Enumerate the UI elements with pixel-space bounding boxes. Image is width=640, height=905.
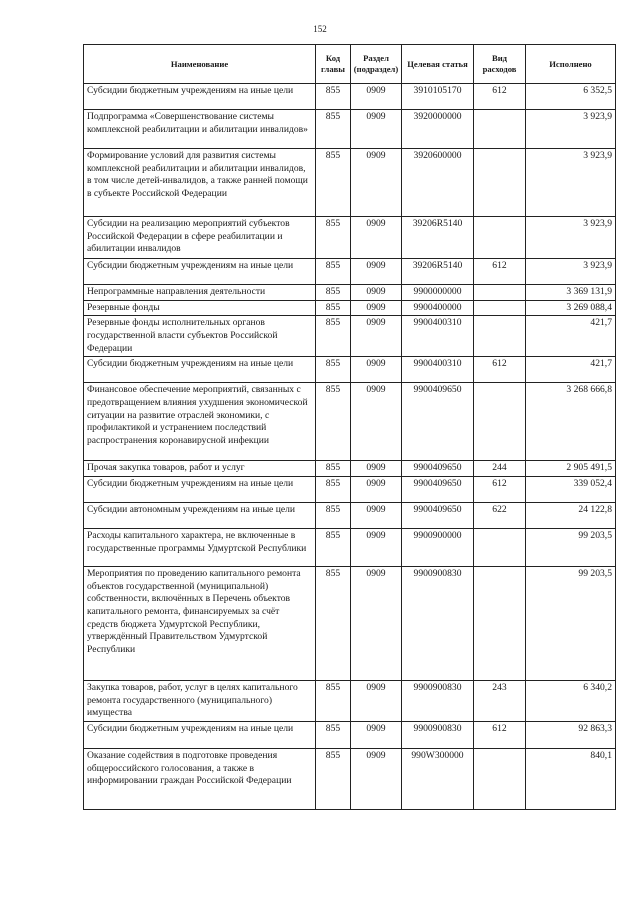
cell-type [474, 300, 526, 316]
cell-type [474, 566, 526, 680]
cell-target: 9900400000 [402, 300, 474, 316]
cell-name: Расходы капитального характера, не включенные в государственные программы Удмуртской Республики [84, 528, 316, 566]
cell-amount: 3 923,9 [526, 110, 616, 149]
table-row [84, 528, 616, 566]
cell-type [474, 217, 526, 259]
budget-table [83, 44, 616, 810]
cell-amount: 6 340,2 [526, 680, 616, 721]
cell-section: 0909 [351, 316, 402, 357]
cell-name: Субсидии автономным учреждениям на иные цели [84, 502, 316, 528]
page-number: 152 [313, 24, 327, 34]
header-amount: Исполнено [526, 45, 616, 84]
cell-type [474, 316, 526, 357]
cell-amount: 3 369 131,9 [526, 285, 616, 301]
cell-target: 9900409650 [402, 502, 474, 528]
cell-code: 855 [316, 316, 351, 357]
cell-amount: 3 923,9 [526, 149, 616, 217]
cell-section: 0909 [351, 748, 402, 809]
cell-amount: 99 203,5 [526, 528, 616, 566]
cell-type [474, 149, 526, 217]
header-code: Код главы [316, 45, 351, 84]
cell-name: Резервные фонды исполнительных органов государственной власти субъектов Российской Федерации [84, 316, 316, 357]
cell-section: 0909 [351, 259, 402, 285]
header-section: Раздел (подраздел) [351, 45, 402, 84]
cell-target: 9900400310 [402, 316, 474, 357]
cell-code: 855 [316, 721, 351, 748]
cell-section: 0909 [351, 502, 402, 528]
table-row [84, 316, 616, 357]
cell-amount: 421,7 [526, 316, 616, 357]
cell-section: 0909 [351, 84, 402, 110]
cell-code: 855 [316, 461, 351, 477]
cell-type [474, 383, 526, 461]
cell-name: Подпрограмма «Совершенствование системы комплексной реабилитации и абилитации инвалидов» [84, 110, 316, 149]
cell-amount: 6 352,5 [526, 84, 616, 110]
cell-name: Прочая закупка товаров, работ и услуг [84, 461, 316, 477]
cell-target: 3920600000 [402, 149, 474, 217]
cell-amount: 3 269 088,4 [526, 300, 616, 316]
cell-type [474, 528, 526, 566]
cell-target: 9900900000 [402, 528, 474, 566]
table-row [84, 680, 616, 721]
table-row [84, 357, 616, 383]
cell-target: 39206R5140 [402, 217, 474, 259]
cell-name: Субсидии бюджетным учреждениям на иные цели [84, 84, 316, 110]
cell-name: Закупка товаров, работ, услуг в целях капитального ремонта государственного (муниципального) имущества [84, 680, 316, 721]
cell-name: Финансовое обеспечение мероприятий, связанных с предотвращением влияния ухудшения экономической ситуации на развитие отраслей экономики, с профилактикой и устранением последствий распространения коронавирусной инфекции [84, 383, 316, 461]
cell-section: 0909 [351, 721, 402, 748]
cell-amount: 24 122,8 [526, 502, 616, 528]
cell-name: Формирование условий для развития системы комплексной реабилитации и абилитации инвалидов, в том числе детей-инвалидов, а также ранней помощи в субъекте Российской Федерации [84, 149, 316, 217]
table-row [84, 110, 616, 149]
cell-type: 612 [474, 721, 526, 748]
cell-code: 855 [316, 383, 351, 461]
cell-code: 855 [316, 217, 351, 259]
table-row [84, 476, 616, 502]
cell-target: 9900900830 [402, 680, 474, 721]
cell-amount: 840,1 [526, 748, 616, 809]
table-header-row [84, 45, 616, 84]
cell-amount: 3 923,9 [526, 259, 616, 285]
cell-target: 39206R5140 [402, 259, 474, 285]
table-row [84, 566, 616, 680]
cell-code: 855 [316, 680, 351, 721]
cell-target: 9900400310 [402, 357, 474, 383]
table-row [84, 502, 616, 528]
header-name: Наименование [84, 45, 316, 84]
cell-code: 855 [316, 285, 351, 301]
cell-target: 9900409650 [402, 383, 474, 461]
cell-type: 612 [474, 84, 526, 110]
cell-amount: 421,7 [526, 357, 616, 383]
table-row [84, 383, 616, 461]
cell-code: 855 [316, 748, 351, 809]
cell-section: 0909 [351, 149, 402, 217]
cell-code: 855 [316, 110, 351, 149]
cell-code: 855 [316, 566, 351, 680]
cell-type [474, 110, 526, 149]
cell-type: 612 [474, 357, 526, 383]
cell-amount: 2 905 491,5 [526, 461, 616, 477]
table-row [84, 300, 616, 316]
cell-amount: 3 923,9 [526, 217, 616, 259]
cell-section: 0909 [351, 357, 402, 383]
cell-target: 990W300000 [402, 748, 474, 809]
table-row [84, 149, 616, 217]
cell-name: Субсидии бюджетным учреждениям на иные цели [84, 357, 316, 383]
cell-target: 9900409650 [402, 461, 474, 477]
cell-type: 243 [474, 680, 526, 721]
table-row [84, 259, 616, 285]
cell-code: 855 [316, 300, 351, 316]
table-row [84, 285, 616, 301]
cell-code: 855 [316, 84, 351, 110]
cell-code: 855 [316, 149, 351, 217]
cell-name: Субсидии бюджетным учреждениям на иные цели [84, 259, 316, 285]
cell-code: 855 [316, 502, 351, 528]
cell-code: 855 [316, 357, 351, 383]
cell-section: 0909 [351, 476, 402, 502]
table-row [84, 217, 616, 259]
cell-amount: 92 863,3 [526, 721, 616, 748]
cell-target: 3920000000 [402, 110, 474, 149]
cell-target: 9900000000 [402, 285, 474, 301]
cell-type [474, 285, 526, 301]
cell-type: 612 [474, 476, 526, 502]
cell-type: 612 [474, 259, 526, 285]
cell-name: Субсидии бюджетным учреждениям на иные цели [84, 476, 316, 502]
cell-type: 244 [474, 461, 526, 477]
cell-code: 855 [316, 528, 351, 566]
cell-name: Резервные фонды [84, 300, 316, 316]
table-row [84, 461, 616, 477]
cell-name: Субсидии бюджетным учреждениям на иные цели [84, 721, 316, 748]
cell-name: Мероприятия по проведению капитального ремонта объектов государственной (муниципальной) собственности, включённых в Перечень объектов капитального ремонта, финансируемых за счёт средств бюджета Удмуртской Республики, утверждённый Правительством Удмуртской Республики [84, 566, 316, 680]
cell-amount: 99 203,5 [526, 566, 616, 680]
cell-name: Субсидии на реализацию мероприятий субъектов Российской Федерации в сфере реабилитации и абилитации инвалидов [84, 217, 316, 259]
cell-type [474, 748, 526, 809]
table-row [84, 748, 616, 809]
cell-section: 0909 [351, 566, 402, 680]
cell-target: 9900409650 [402, 476, 474, 502]
cell-section: 0909 [351, 217, 402, 259]
cell-section: 0909 [351, 528, 402, 566]
cell-amount: 3 268 666,8 [526, 383, 616, 461]
cell-type: 622 [474, 502, 526, 528]
cell-section: 0909 [351, 110, 402, 149]
cell-section: 0909 [351, 680, 402, 721]
table-body [84, 84, 616, 810]
cell-section: 0909 [351, 383, 402, 461]
cell-amount: 339 052,4 [526, 476, 616, 502]
cell-section: 0909 [351, 300, 402, 316]
cell-code: 855 [316, 476, 351, 502]
cell-target: 9900900830 [402, 566, 474, 680]
header-type: Вид расходов [474, 45, 526, 84]
cell-name: Оказание содействия в подготовке проведения общероссийского голосования, а также в информировании граждан Российской Федерации [84, 748, 316, 809]
table-row [84, 84, 616, 110]
cell-name: Непрограммные направления деятельности [84, 285, 316, 301]
cell-target: 3910105170 [402, 84, 474, 110]
cell-target: 9900900830 [402, 721, 474, 748]
cell-code: 855 [316, 259, 351, 285]
table-row [84, 721, 616, 748]
cell-section: 0909 [351, 285, 402, 301]
header-target: Целевая статья [402, 45, 474, 84]
cell-section: 0909 [351, 461, 402, 477]
